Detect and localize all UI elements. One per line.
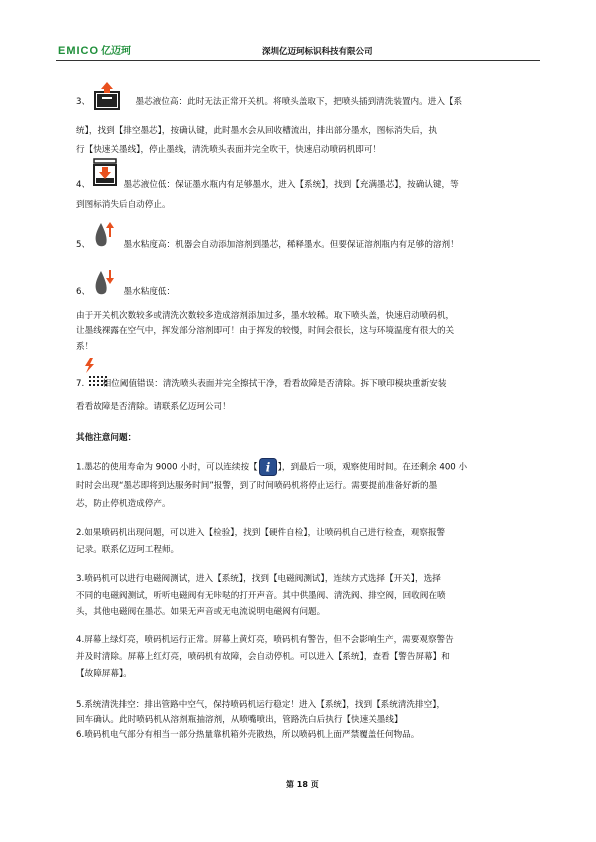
item-7-number: 7. xyxy=(76,379,85,389)
item-7-text-2: 看看故障是否清除。请联系亿迈珂公司！ xyxy=(76,402,231,412)
item-3-text-1: 墨芯液位高：此时无法正常开关机。将喷头盖取下，把喷头插到清洗装置内。进入【系 xyxy=(135,97,463,107)
item-3-line-1 xyxy=(76,93,546,112)
item-6-text-3: 让墨线裸露在空气中，挥发部分溶剂即可！由于挥发的较慢，时间会很长，这与环境温度有很大的关 xyxy=(76,326,455,336)
item-5-number: 5、 xyxy=(76,240,91,250)
note-3-text-2: 不同的电磁阀测试，听听电磁阀有无咔哒的打开声音。其中供墨阀、清洗阀、排空阀，回收阀在喷 xyxy=(76,591,446,601)
item-4-text-1: 墨芯液位低：保证墨水瓶内有足够墨水，进入【系统】，找到【充满墨芯】，按确认键，等 xyxy=(123,180,459,190)
item-4-text-2: 到图标消失后自动停止。 xyxy=(76,200,171,210)
note-4-text-3: 【故障屏幕】。 xyxy=(76,669,132,679)
item-5-line-1 xyxy=(76,236,546,255)
company-logo xyxy=(58,42,131,57)
note-6-text: 6.喷码机电气部分有相当一部分热量靠机箱外壳散热，所以喷码机上面严禁覆盖任何物品。 xyxy=(76,730,420,740)
note-1-text-b: 】，到最后一项，观察使用时间。在还剩余 400 小 xyxy=(277,462,468,473)
info-button-icon xyxy=(259,458,277,476)
logo-cn-text: 亿迈珂 xyxy=(101,46,132,57)
notes-heading: 其他注意问题： xyxy=(76,433,137,443)
item-6-number: 6、 xyxy=(76,287,91,297)
item-5-text-1: 墨水粘度高：机器会自动添加溶剂到墨芯，稀释墨水。但要保证溶剂瓶内有足够的溶剂！ xyxy=(123,240,459,250)
note-1-text-3: 芯，防止停机造成停产。 xyxy=(76,499,171,509)
item-3-text-2: 统】，找到【排空墨芯】，按确认键，此时墨水会从回收槽流出，排出部分墨水，图标消失后，执 xyxy=(76,126,437,136)
logo-text: EMICO xyxy=(58,45,100,57)
note-1-text-2: 时时会出现“墨芯即将到达服务时间”报警，到了时间喷码机将停止运行。需要提前准备好新的墨 xyxy=(76,481,438,491)
item-4-number: 4、 xyxy=(76,180,91,190)
note-3-text-3: 头，其他电磁阀在墨芯。如果无声音或无电流说明电磁阀有问题。 xyxy=(76,607,326,617)
item-6-text-4: 系！ xyxy=(76,342,94,352)
item-6-text-1: 墨水粘度低： xyxy=(123,287,176,297)
note-5-text-1: 5.系统清洗排空：排出管路中空气，保持喷码机运行稳定！进入【系统】，找到【系统清洗排空】， xyxy=(76,700,446,710)
item-3-number: 3、 xyxy=(76,97,91,107)
note-1-line-1 xyxy=(76,458,546,478)
item-7-line-1 xyxy=(76,375,546,394)
item-7-text-1: 相位阈值错误：清洗喷头表面并完全擦拭干净，看看故障是否清除。拆下喷印模块重新安装 xyxy=(102,379,447,389)
viscosity-low-icon xyxy=(92,267,116,297)
viscosity-high-icon xyxy=(92,220,116,248)
note-2-text-1: 2.如果喷码机出现问题，可以进入【检验】，找到【硬件自检】，让喷码机自己进行检查，观察报警 xyxy=(76,528,446,538)
item-6-line-1 xyxy=(76,283,546,302)
item-6-text-2: 由于开关机次数较多或清洗次数较多造成溶剂添加过多，墨水较稀。取下喷头盖，快速启动喷码机， xyxy=(76,311,455,321)
page-number: 第 18 页 xyxy=(286,780,319,789)
header-divider xyxy=(56,60,540,61)
ink-core-level-high-icon xyxy=(94,82,120,110)
note-4-text-1: 4.屏幕上绿灯亮，喷码机运行正常。屏幕上黄灯亮，喷码机有警告，但不会影响生产，需要观察警告 xyxy=(76,635,454,645)
company-name: 深圳亿迈珂标识科技有限公司 xyxy=(262,47,373,57)
note-3-text-1: 3.喷码机可以进行电磁阀测试，进入【系统】，找到【电磁阀测试】，连续方式选择【开关】，选择 xyxy=(76,574,441,584)
item-4-line-1 xyxy=(76,176,546,195)
note-1-text-a: 1.墨芯的使用寿命为 9000 小时，可以连续按【 xyxy=(76,462,258,473)
note-2-text-2: 记录。联系亿迈珂工程师。 xyxy=(76,545,180,555)
note-5-text-2: 回车确认。此时喷码机从溶剂瓶抽溶剂，从喷嘴喷出，管路洗白后执行【快速关墨线】 xyxy=(76,715,403,725)
ink-core-level-low-icon xyxy=(93,157,117,187)
note-4-text-2: 并及时清除。屏幕上红灯亮，喷码机有故障，会自动停机。可以进入【系统】，查看【警告屏幕】和 xyxy=(76,652,450,662)
item-3-text-3: 行【快速关墨线】，停止墨线，清洗喷头表面并完全吹干，快速启动喷码机即可！ xyxy=(76,145,382,155)
svg-text:i: i xyxy=(265,460,270,475)
